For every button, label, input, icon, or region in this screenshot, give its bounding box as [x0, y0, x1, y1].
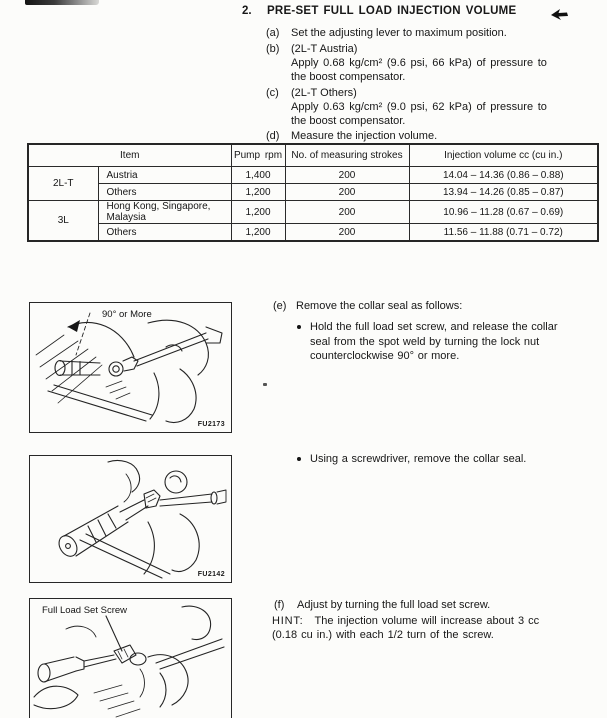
- cell-rpm: 1,200: [231, 224, 285, 242]
- cell-volume: 11.56 – 11.88 (0.71 – 0.72): [409, 224, 598, 242]
- cell-rpm: 1,200: [231, 184, 285, 201]
- step-label: (c): [266, 87, 279, 99]
- cell-strokes: 200: [285, 224, 409, 242]
- cell-volume: 14.04 – 14.36 (0.86 – 0.88): [409, 167, 598, 184]
- step-text: Adjust by turning the full load set screw.: [297, 599, 491, 611]
- hint-label: HINT:: [272, 615, 304, 627]
- cell-volume: 13.94 – 14.26 (0.85 – 0.87): [409, 184, 598, 201]
- figure-full-load-set-screw: [29, 598, 232, 718]
- step-line: Apply 0.63 kg/cm² (9.0 psi, 62 kPa) of pressure to: [291, 101, 547, 113]
- col-header-volume: Injection volume cc (cu in.): [409, 144, 598, 167]
- step-a: [266, 26, 507, 40]
- table-header-row: [28, 144, 598, 167]
- cell-engine-group: 2L-T: [28, 167, 98, 201]
- table-row: [28, 167, 598, 184]
- table-row: [28, 224, 598, 242]
- collar-seal-illustration: [30, 456, 228, 579]
- step-c: [266, 86, 547, 128]
- cell-rpm: 1,200: [231, 201, 285, 224]
- col-header-strokes: No. of measuring strokes: [285, 144, 409, 167]
- bullet-text: Hold the full load set screw, and release the collar seal from the spot weld by turning the lock nut counterclockwise 90° or more.: [310, 321, 558, 363]
- table-row: [28, 184, 598, 201]
- cell-strokes: 200: [285, 201, 409, 224]
- scan-artifact: [25, 0, 99, 5]
- lock-nut-illustration: [30, 303, 228, 429]
- figure-code: FU2173: [197, 421, 225, 428]
- step-line: (2L-T Austria): [291, 43, 358, 55]
- hint-text: The injection volume will increase about 3 cc: [314, 615, 540, 627]
- step-line: Apply 0.68 kg/cm² (9.6 psi, 66 kPa) of pressure to: [291, 57, 547, 69]
- section-arrow-icon: [551, 9, 569, 20]
- bullet-dot-icon: [297, 325, 301, 329]
- figure-code: FU2142: [197, 571, 225, 578]
- step-d: [266, 129, 437, 143]
- figure-annotation: 90° or More: [102, 309, 152, 320]
- cell-strokes: 200: [285, 167, 409, 184]
- procedure-f: [274, 598, 490, 612]
- figure-lock-nut-turn: [29, 302, 232, 433]
- step-line: the boost compensator.: [291, 71, 406, 83]
- step-b: [266, 42, 547, 84]
- cell-variant: Hong Kong, Singapore, Malaysia: [98, 201, 231, 224]
- step-line: Measure the injection volume.: [291, 130, 438, 142]
- step-line: the boost compensator.: [291, 115, 406, 127]
- step-label: (b): [266, 43, 280, 55]
- cell-strokes: 200: [285, 184, 409, 201]
- step-line: (2L-T Others): [291, 87, 357, 99]
- section-title: PRE-SET FULL LOAD INJECTION VOLUME: [267, 5, 517, 17]
- hint-text: (0.18 cu in.) with each 1/2 turn of the screw.: [272, 629, 494, 642]
- figure-annotation: Full Load Set Screw: [42, 605, 128, 616]
- table-row: [28, 201, 598, 224]
- bullet-item: [297, 452, 564, 467]
- col-header-item: Item: [28, 144, 231, 167]
- step-line: Set the adjusting lever to maximum position.: [291, 27, 507, 39]
- col-header-pump-rpm: Pump rpm: [231, 144, 285, 167]
- step-label: (e): [273, 300, 287, 312]
- step-label: (f): [274, 599, 285, 611]
- section-number: 2.: [242, 5, 252, 17]
- step-text: Remove the collar seal as follows:: [296, 300, 463, 312]
- figure-screwdriver-collar-seal: [29, 455, 232, 583]
- step-label: (d): [266, 130, 280, 142]
- ink-speck: [263, 383, 267, 386]
- procedure-e: [273, 299, 462, 313]
- cell-variant: Others: [98, 224, 231, 242]
- cell-rpm: 1,400: [231, 167, 285, 184]
- bullet-item: [297, 320, 564, 364]
- cell-volume: 10.96 – 11.28 (0.67 – 0.69): [409, 201, 598, 224]
- bullet-dot-icon: [297, 457, 301, 461]
- bullet-text: Using a screwdriver, remove the collar seal.: [310, 453, 527, 465]
- cell-variant: Others: [98, 184, 231, 201]
- hint-note: [272, 614, 566, 643]
- cell-engine-group: 3L: [28, 201, 98, 242]
- set-screw-illustration: [30, 599, 228, 718]
- injection-volume-table: [27, 143, 599, 242]
- cell-variant: Austria: [98, 167, 231, 184]
- step-label: (a): [266, 27, 280, 39]
